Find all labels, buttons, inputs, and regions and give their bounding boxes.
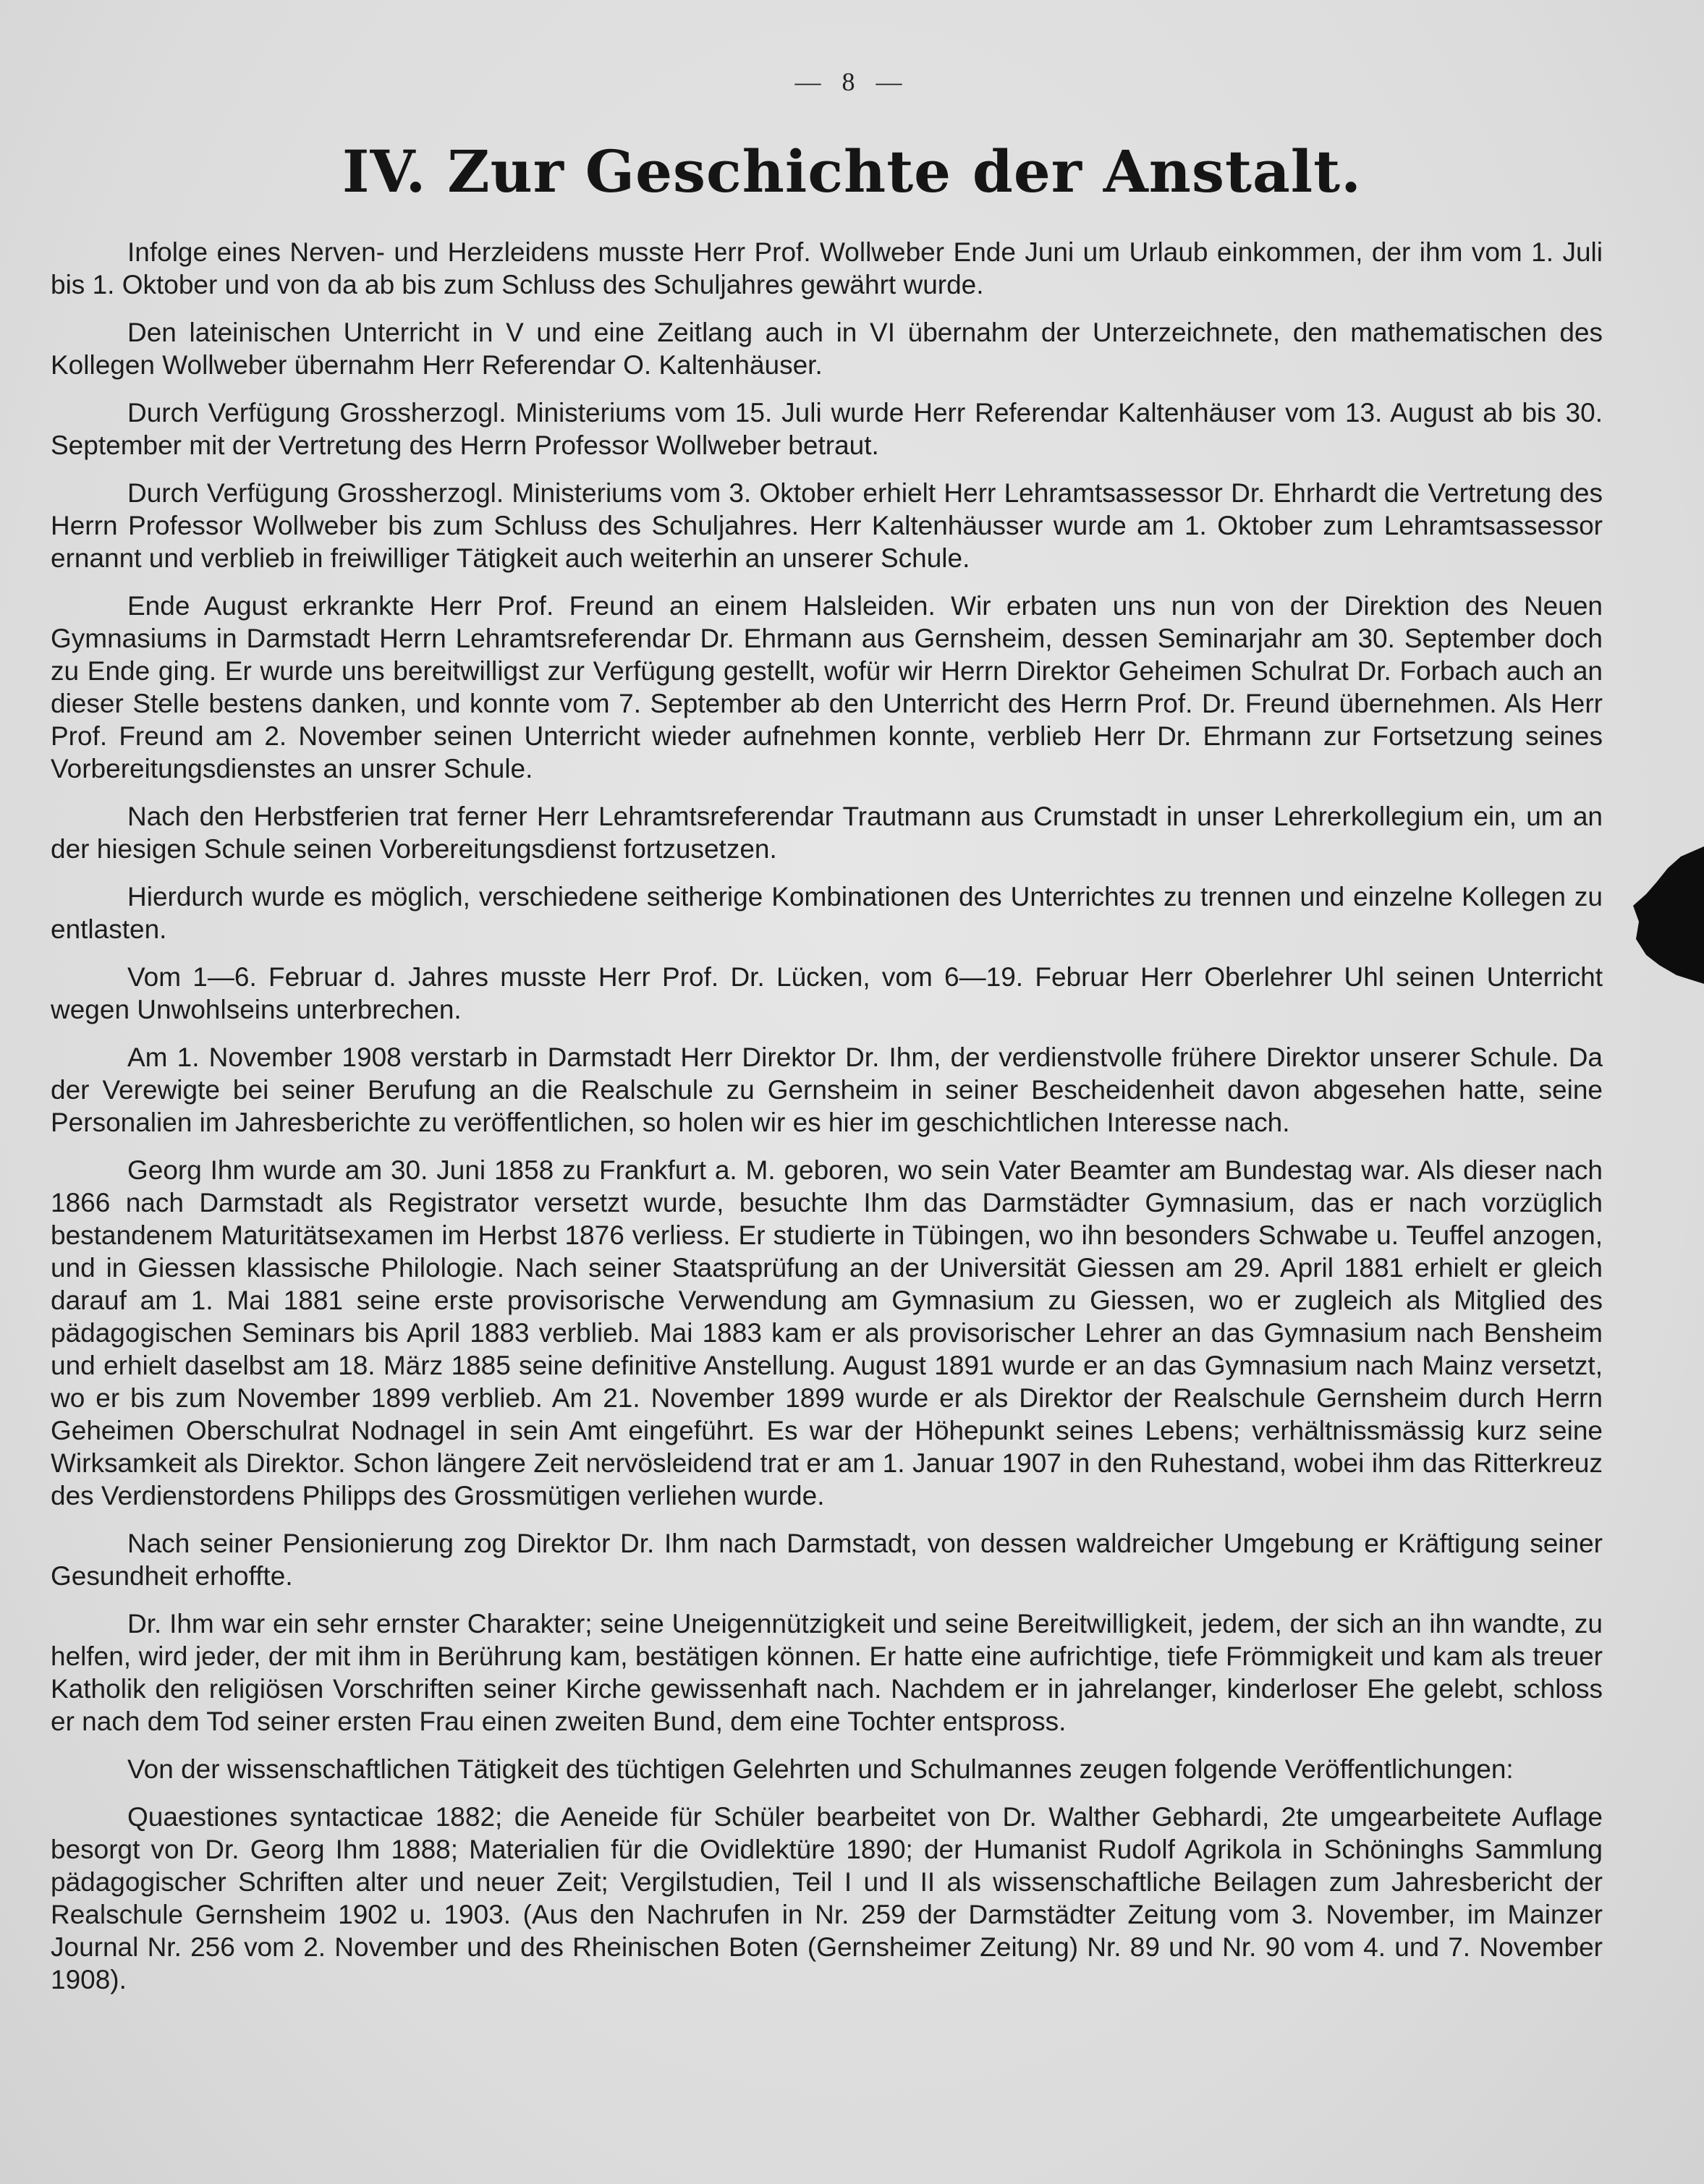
paragraph: Den lateinischen Unterricht in V und eine Zeitlang auch in VI übernahm der Unterzeichnete, den mathematischen des Kollegen Wollweber übernahm Herr Referendar O. Kaltenhäuser. xyxy=(51,318,1603,380)
paragraph: Von der wissenschaftlichen Tätigkeit des tüchtigen Gelehrten und Schulmannes zeugen folgende Veröffentlichungen: xyxy=(127,1754,1514,1784)
paragraph: Vom 1—6. Februar d. Jahres musste Herr Prof. Dr. Lücken, vom 6—19. Februar Herr Oberlehrer Uhl seinen Unterricht wegen Unwohlseins unterbrechen. xyxy=(51,962,1603,1024)
paper-tear-mark xyxy=(1595,846,1704,984)
paragraph: Georg Ihm wurde am 30. Juni 1858 zu Frankfurt a. M. geboren, wo sein Vater Beamter am Bundestag war. Als dieser nach 1866 nach Darmstadt als Registrator versetzt wurde, besuchte Ihm das Darmstädter Gymnasium, das er nach vorzüglich bestandenem Maturitätsexamen im Herbst 1876 verliess. Er studierte in Tübingen, wo ihn besonders Schwabe u. Teuffel anzogen, und in Giessen klassische Philologie. Nach seiner Staatsprüfung an der Universität Giessen am 29. April 1881 erhielt er gleich darauf am 1. Mai 1881 seine erste provisorische Verwendung am Gymnasium zu Giessen, wo er zugleich als Mitglied des pädagogischen Seminars bis April 1883 verblieb. Mai 1883 kam er als provisorischer Lehrer an das Gymnasium nach Bensheim und erhielt daselbst am 18. März 1885 seine definitive Anstellung. August 1891 wurde er an das Gymnasium nach Mainz versetzt, wo er bis zum November 1899 verblieb. Am 21. November 1899 wurde er als Direktor der Realschule Gernsheim durch Herrn Geheimen Oberschulrat Nodnagel in sein Amt eingeführt. Es war der Höhepunkt seines Lebens; verhältnissmässig kurz seine Wirksamkeit als Direktor. Schon längere Zeit nervösleidend trat er am 1. Januar 1907 in den Ruhestand, wobei ihm das Ritterkreuz des Verdienstordens Philipps des Grossmütigen verliehen wurde. xyxy=(51,1155,1603,1510)
paragraph: Dr. Ihm war ein sehr ernster Charakter; seine Uneigennützigkeit und seine Bereitwilligkeit, jedem, der sich an ihn wandte, zu helfen, wird jeder, der mit ihm in Berührung kam, bestätigen können. Er hatte eine aufrichtige, tiefe Frömmigkeit und kam als treuer Katholik den religiösen Vorschriften seiner Kirche gewissenhaft nach. Nachdem er in jahrelanger, kinderloser Ehe gelebt, schloss er nach dem Tod seiner ersten Frau einen zweiten Bund, dem eine Tochter entspross. xyxy=(51,1609,1603,1736)
paragraph: Nach seiner Pensionierung zog Direktor Dr. Ihm nach Darmstadt, von dessen waldreicher Umgebung er Kräftigung seiner Gesundheit erhoffte. xyxy=(51,1529,1603,1591)
paragraph: Hierdurch wurde es möglich, verschiedene seitherige Kombinationen des Unterrichtes zu trennen und einzelne Kollegen zu entlasten. xyxy=(51,882,1603,944)
paragraph: Quaestiones syntacticae 1882; die Aeneide für Schüler bearbeitet von Dr. Walther Gebhardi, 2te umgearbeitete Auflage besorgt von Dr. Georg Ihm 1888; Materialien für die Ovidlektüre 1890; der Humanist Rudolf Agrikola in Schöninghs Sammlung pädagogischer Schriften alter und neuer Zeit; Vergilstudien, Teil I und II als wissenschaftliche Beilagen zum Jahresbericht der Realschule Gernsheim 1902 u. 1903. (Aus den Nachrufen in Nr. 259 der Darmstädter Zeitung vom 3. November, im Mainzer Journal Nr. 256 vom 2. November und des Rheinischen Boten (Gernsheimer Zeitung) Nr. 89 und Nr. 90 vom 4. und 7. November 1908). xyxy=(51,1802,1603,1994)
paragraph: Ende August erkrankte Herr Prof. Freund an einem Halsleiden. Wir erbaten uns nun von der Direktion des Neuen Gymnasiums in Darmstadt Herrn Lehramtsreferendar Dr. Ehrmann aus Gernsheim, dessen Seminarjahr am 30. September doch zu Ende ging. Er wurde uns bereitwilligst zur Verfügung gestellt, wofür wir Herrn Direktor Geheimen Schulrat Dr. Forbach auch an dieser Stelle bestens danken, und konnte vom 7. September ab den Unterricht des Herrn Prof. Dr. Freund übernehmen. Als Herr Prof. Freund am 2. November seinen Unterricht wieder aufnehmen konnte, verblieb Herr Dr. Ehrmann zur Fortsetzung seines Vorbereitungsdienstes an unsrer Schule. xyxy=(51,591,1603,783)
page-title: IV. Zur Geschichte der Anstalt. xyxy=(342,137,1362,205)
paragraph: Nach den Herbstferien trat ferner Herr Lehramtsreferendar Trautmann aus Crumstadt in unser Lehrerkollegium ein, um an der hiesigen Schule seinen Vorbereitungsdienst fortzusetzen. xyxy=(51,802,1603,864)
paragraph: Infolge eines Nerven- und Herzleidens musste Herr Prof. Wollweber Ende Juni um Urlaub einkommen, der ihm vom 1. Juli bis 1. Oktober und von da ab bis zum Schluss des Schuljahres gewährt wurde. xyxy=(51,237,1603,299)
paragraph: Am 1. November 1908 verstarb in Darmstadt Herr Direktor Dr. Ihm, der verdienstvolle frühere Direktor unserer Schule. Da der Verewigte bei seiner Berufung an die Realschule zu Gernsheim in seiner Bescheidenheit davon abgesehen hatte, seine Personalien im Jahresberichte zu veröffentlichen, so holen wir es hier im geschichtlichen Interesse nach. xyxy=(51,1042,1603,1137)
document-body xyxy=(51,236,1603,2011)
paragraph: Durch Verfügung Grossherzogl. Ministeriums vom 3. Oktober erhielt Herr Lehramtsassessor Dr. Ehrhardt die Vertretung des Herrn Professor Wollweber bis zum Schluss des Schuljahres. Herr Kaltenhäusser wurde am 1. Oktober zum Lehramtsassessor ernannt und verblieb in freiwilliger Tätigkeit auch weiterhin an unserer Schule. xyxy=(51,478,1603,573)
page-number: — 8 — xyxy=(794,67,910,96)
paragraph: Durch Verfügung Grossherzogl. Ministeriums vom 15. Juli wurde Herr Referendar Kaltenhäuser vom 13. August ab bis 30. September mit der Vertretung des Herrn Professor Wollweber betraut. xyxy=(51,398,1603,460)
